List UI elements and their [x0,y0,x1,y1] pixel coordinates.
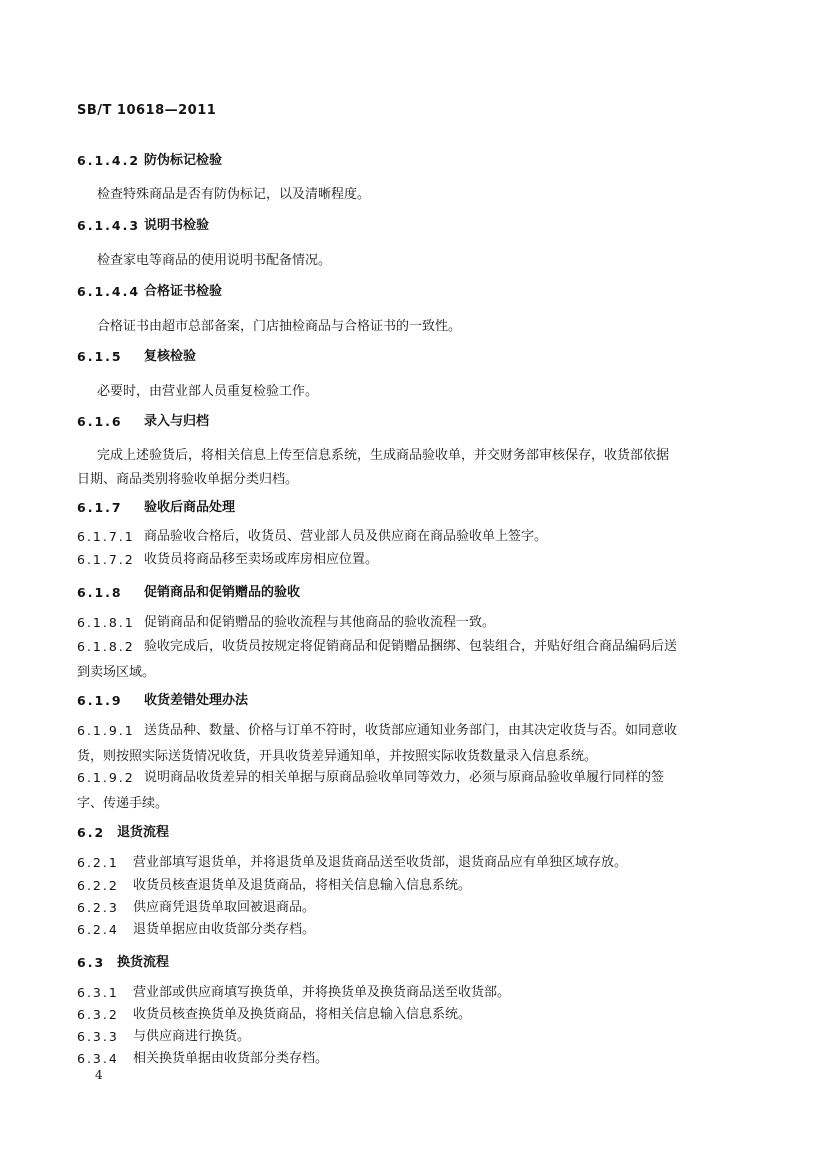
paragraph: 检查家电等商品的使用说明书配备情况。 [97,253,332,268]
clause-text: 相关换货单据由收货部分类存档。 [133,1051,329,1066]
clause-number: 6.3.3 [77,1029,119,1044]
paragraph: 检查特殊商品是否有防伪标记，以及清晰程度。 [97,187,371,202]
clause-number: 6.1.8.1 [77,615,135,630]
section-number: 6.1.6 [77,414,123,429]
clause-text: 说明商品收货差异的相关单据与原商品验收单同等效力，必须与原商品验收单履行同样的签 [144,770,665,785]
section-title: 录入与归档 [144,414,210,429]
paragraph: 完成上述验货后，将相关信息上传至信息系统，生成商品验收单，并交财务部审核保存，收货部依据 [97,448,670,463]
section-number: 6.3 [77,955,106,970]
clause-text: 供应商凭退货单取回被退商品。 [133,900,316,915]
section-number: 6.1.4.3 [77,218,141,233]
clause-number: 6.1.7.2 [77,552,135,567]
section-title: 复核检验 [144,349,197,364]
page-number: 4 [95,1068,103,1082]
clause-text: 与供应商进行换货。 [133,1029,251,1044]
section-number: 6.1.7 [77,500,123,515]
clause-text: 营业部填写退货单，并将退货单及退货商品送至收货部，退货商品应有单独区域存放。 [133,855,628,870]
section-title: 促销商品和促销赠品的验收 [144,585,301,600]
section-title: 合格证书检验 [144,284,223,299]
section-title: 换货流程 [117,955,170,970]
clause-text: 验收完成后，收货员按规定将促销商品和促销赠品捆绑、包装组合，并贴好组合商品编码后送 [144,639,678,654]
clause-number: 6.1.7.1 [77,529,135,544]
standard-code: SB/T 10618—2011 [77,103,217,118]
clause-number: 6.1.8.2 [77,639,135,654]
clause-text: 营业部或供应商填写换货单，并将换货单及换货商品送至收货部。 [133,985,511,1000]
clause-number: 6.2.1 [77,855,119,870]
clause-continuation: 货，则按照实际送货情况收货，开具收货差异通知单，并按照实际收货数量录入信息系统。 [77,749,598,764]
clause-number: 6.1.9.1 [77,723,135,738]
paragraph-continuation: 日期、商品类别将验收单据分类归档。 [77,472,299,487]
clause-text: 商品验收合格后，收货员、营业部人员及供应商在商品验收单上签字。 [144,529,548,544]
section-title: 说明书检验 [144,218,210,233]
clause-text: 退货单据应由收货部分类存档。 [133,922,316,937]
clause-number: 6.3.4 [77,1051,119,1066]
clause-number: 6.2.2 [77,878,119,893]
section-number: 6.2 [77,825,106,840]
section-number: 6.1.4.4 [77,284,141,299]
clause-text: 收货员核查换货单及换货商品，将相关信息输入信息系统。 [133,1007,472,1022]
clause-number: 6.3.1 [77,985,119,1000]
section-title: 收货差错处理办法 [144,693,249,708]
section-title: 退货流程 [117,825,170,840]
clause-number: 6.3.2 [77,1007,119,1022]
section-number: 6.1.8 [77,585,123,600]
paragraph: 合格证书由超市总部备案，门店抽检商品与合格证书的一致性。 [97,319,462,334]
section-title: 防伪标记检验 [144,153,223,168]
clause-text: 促销商品和促销赠品的验收流程与其他商品的验收流程一致。 [144,615,496,630]
clause-text: 收货员将商品移至卖场或库房相应位置。 [144,552,379,567]
clause-continuation: 字、传递手续。 [77,796,169,811]
paragraph: 必要时，由营业部人员重复检验工作。 [97,384,319,399]
clause-number: 6.1.9.2 [77,770,135,785]
clause-text: 收货员核查退货单及退货商品，将相关信息输入信息系统。 [133,878,472,893]
section-number: 6.1.4.2 [77,153,141,168]
clause-number: 6.2.3 [77,900,119,915]
clause-number: 6.2.4 [77,922,119,937]
clause-continuation: 到卖场区域。 [77,665,156,680]
section-number: 6.1.5 [77,349,123,364]
section-number: 6.1.9 [77,693,123,708]
clause-text: 送货品种、数量、价格与订单不符时，收货部应通知业务部门，由其决定收货与否。如同意收 [144,723,678,738]
section-title: 验收后商品处理 [144,500,236,515]
